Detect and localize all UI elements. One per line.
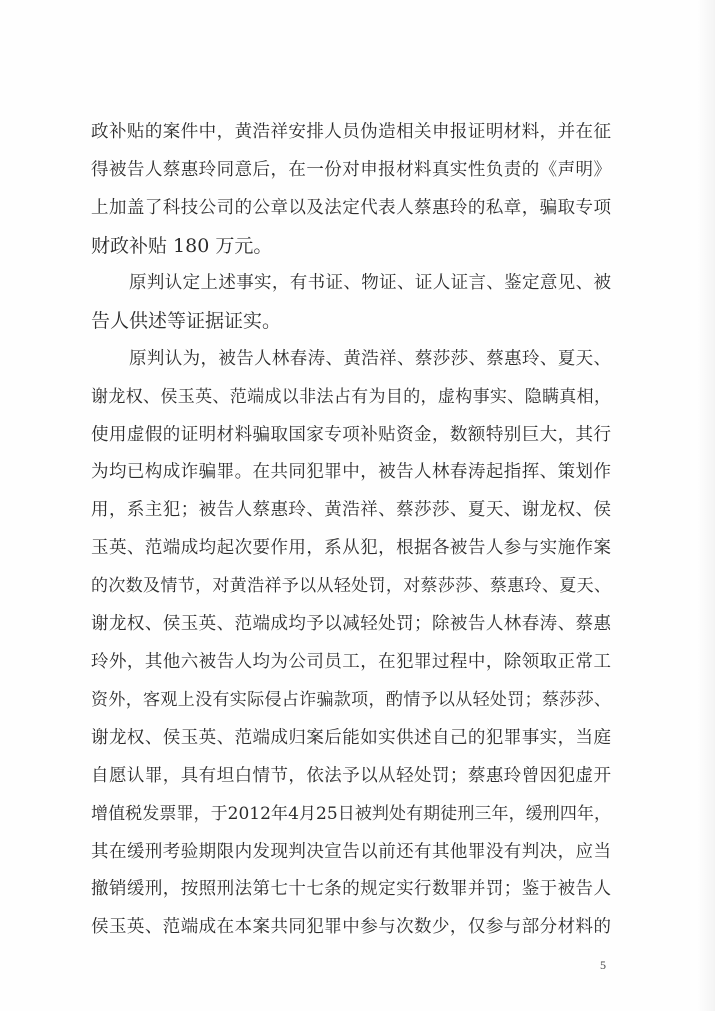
text-line-14: 谢龙权、侯玉英、范端成均予以减轻处罚；除被告人林春涛、蔡惠: [91, 614, 611, 634]
text-line-3: 上加盖了科技公司的公章以及法定代表人蔡惠玲的私章，骗取专项: [91, 198, 611, 218]
text-line-19: 增值税发票罪，于2012年4月25日被判处有期徒刑三年，缓刑四年，: [91, 804, 611, 824]
text-line-12: 玉英、范端成均起次要作用，系从犯，根据各被告人参与实施作案: [91, 538, 611, 558]
text-line-9: 使用虚假的证明材料骗取国家专项补贴资金，数额特别巨大，其行: [91, 425, 611, 445]
text-line-22: 侯玉英、范端成在本案共同犯罪中参与次数少，仅参与部分材料的: [91, 917, 611, 937]
text-line-17: 谢龙权、侯玉英、范端成归案后能如实供述自己的犯罪事实，当庭: [91, 728, 611, 748]
text-line-2: 得被告人蔡惠玲同意后，在一份对申报材料真实性负责的《声明》: [91, 160, 611, 180]
text-line-13: 的次数及情节，对黄浩祥予以从轻处罚，对蔡莎莎、蔡惠玲、夏天、: [91, 576, 611, 596]
text-line-15: 玲外，其他六被告人均为公司员工，在犯罪过程中，除领取正常工: [91, 652, 611, 672]
text-line-6: 告人供述等证据证实。: [91, 310, 282, 332]
text-line-20: 其在缓刑考验期限内发现判决宣告以前还有其他罪没有判决，应当: [91, 842, 611, 862]
text-line-8: 谢龙权、侯玉英、范端成以非法占有为目的，虚构事实、隐瞒真相，: [91, 387, 611, 407]
text-line-5: 原判认定上述事实，有书证、物证、证人证言、鉴定意见、被: [129, 273, 611, 293]
text-line-10: 为均已构成诈骗罪。在共同犯罪中，被告人林春涛起指挥、策划作: [91, 462, 611, 482]
text-line-11: 用，系主犯；被告人蔡惠玲、黄浩祥、蔡莎莎、夏天、谢龙权、侯: [91, 500, 611, 520]
text-line-18: 自愿认罪，具有坦白情节，依法予以从轻处罚；蔡惠玲曾因犯虚开: [91, 766, 611, 786]
text-line-1: 政补贴的案件中，黄浩祥安排人员伪造相关申报证明材料，并在征: [91, 122, 611, 142]
text-line-7: 原判认为，被告人林春涛、黄浩祥、蔡莎莎、蔡惠玲、夏天、: [129, 349, 611, 369]
page-number: 5: [600, 958, 606, 972]
text-line-16: 资外，客观上没有实际侵占诈骗款项，酌情予以从轻处罚；蔡莎莎、: [91, 690, 611, 710]
text-line-21: 撤销缓刑，按照刑法第七十七条的规定实行数罪并罚；鉴于被告人: [91, 879, 611, 899]
scan-edge-shadow: [697, 0, 715, 1011]
text-line-4: 财政补贴 180 万元。: [91, 235, 273, 257]
